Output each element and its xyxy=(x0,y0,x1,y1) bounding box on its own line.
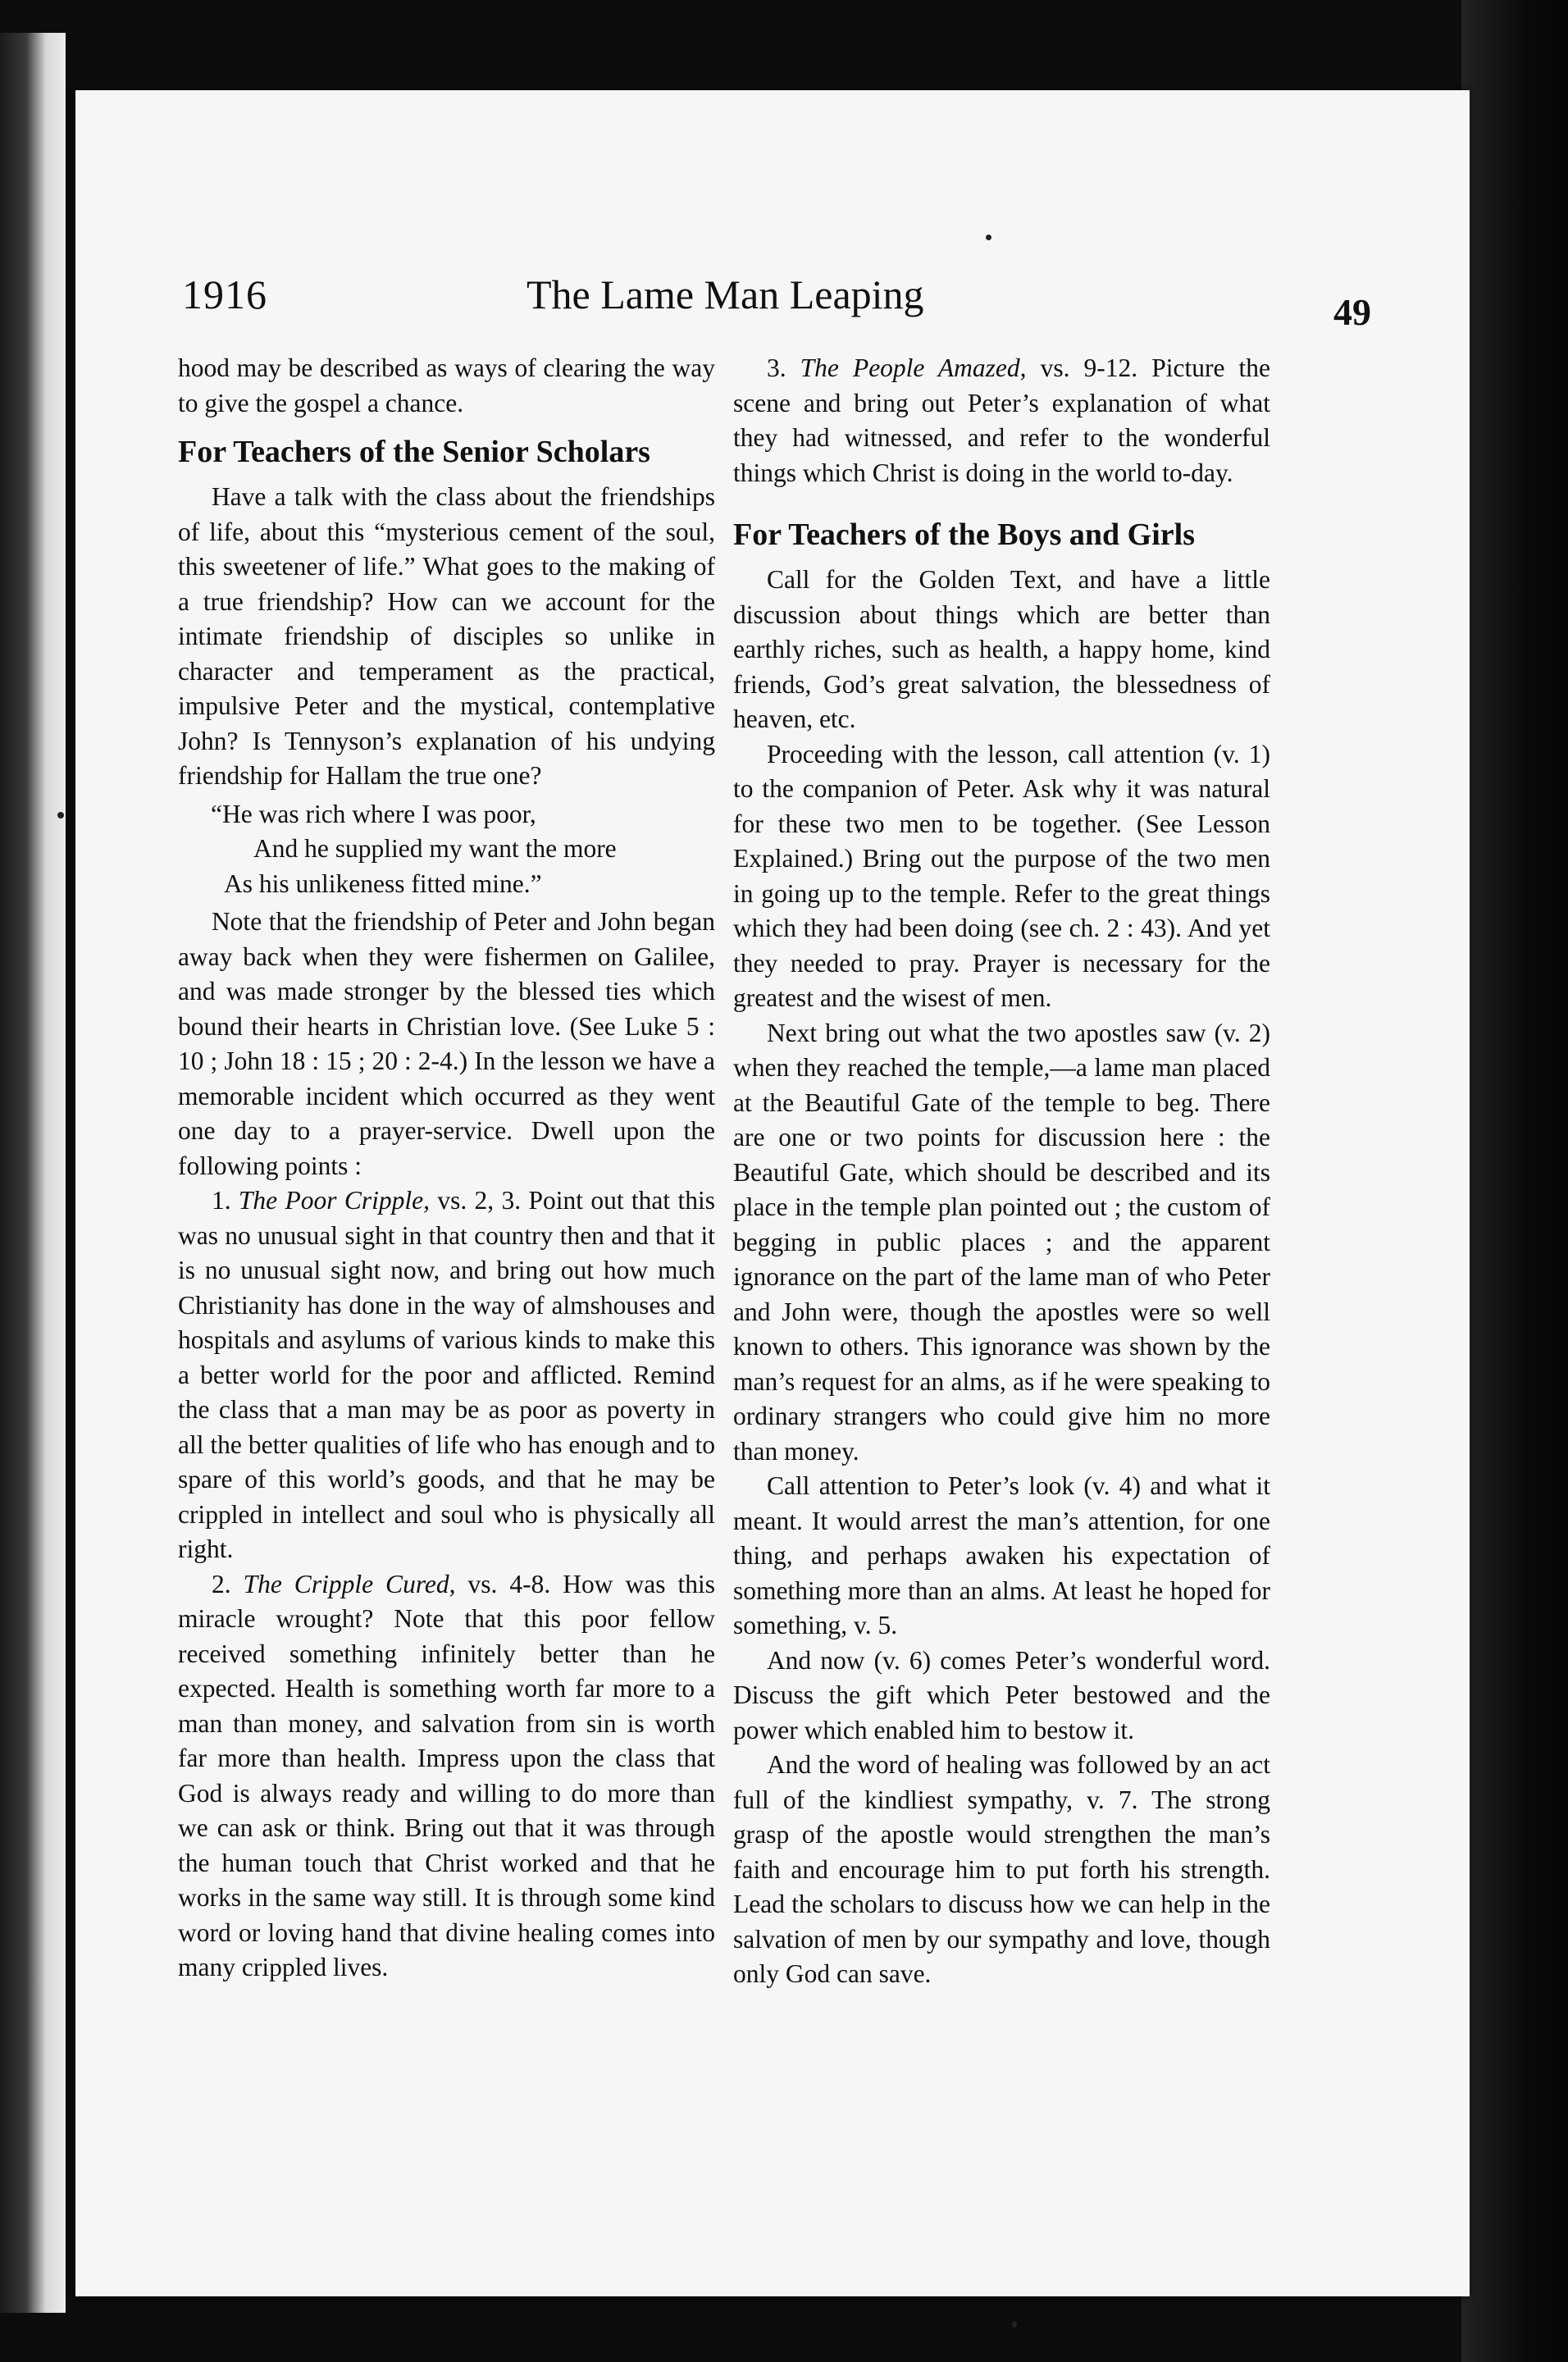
golden-text-paragraph: Call for the Golden Text, and have a little discussion about things which are better than earthly riches, such as health, a happy home, kind friends, God’s great salvation, the blessedness of heaven, etc. xyxy=(733,565,1270,733)
ink-speck xyxy=(986,235,991,240)
point-title: The People Amazed, xyxy=(800,353,1027,382)
header-year: 1916 xyxy=(182,271,267,317)
point-text: vs. 2, 3. Point out that this was no unusual sight in that country then and that it is no unusual sight now, and bring out how much Christianity has done in the way of almshouses and hospitals and asylums of various kinds to make this a better world for the poor and afflicted. Remind the class that a man may be as poor as poverty in all the better qualities of life who has enough and to spare of this world’s goods, and that he may be crippled in intellect and soul who is physically all right. xyxy=(178,1186,716,1563)
point-number: 3. xyxy=(766,353,786,382)
peter-john-paragraph: Note that the friendship of Peter and John began away back when they were fishermen on Galilee, and was made stronger by the blessed ties which bound their hearts in Christian love. (See Luke 5 : 10 ; John 18 : 15 ; 20 : 2-4.) In the lesson we have a memorable incident which occurred as they went one day to a prayer-service. Dwell upon the following points : xyxy=(178,907,715,1180)
point-number: 2. xyxy=(211,1569,231,1598)
ink-speck xyxy=(1012,2321,1017,2328)
point-title: The Poor Cripple, xyxy=(238,1186,430,1215)
book-spine-shadow xyxy=(1461,0,1568,2362)
header-title: The Lame Man Leaping xyxy=(526,271,924,317)
facing-page-edge xyxy=(0,33,66,2313)
poem-line: And he supplied my want the more xyxy=(253,834,617,863)
companion-paragraph: Proceeding with the lesson, call attention (v. 1) to the companion of Peter. Ask why it was natural for these two men to be together. (See Lesson Explained.) Bring out the purpose of the two men in going up to the temple. Refer to the great things which they had been doing (see ch. 2 : 43). And yet they needed to pray. Prayer is necessary for the greatest and the wisest of men. xyxy=(733,739,1270,1012)
intro-paragraph: hood may be described as ways of clearing the way to give the gospel a chance. xyxy=(178,353,715,417)
healing-act-paragraph: And the word of healing was followed by an act full of the kindliest sympathy, v. 7. The strong grasp of the apostle would strengthen the man’s faith and encourage him to put forth his strength. Lead the scholars to discuss how we can help in the salvation of men by our sympathy and love, though only God can save. xyxy=(733,1750,1270,1988)
friendship-paragraph: Have a talk with the class about the friendships of life, about this “mysterious cement of the soul, this sweetener of life.” What goes to the making of a true friendship? How can we account for the intimate friendship of disciples so unlike in character and temperament as the practical, impulsive Peter and the mystical, contemplative John? Is Tennyson’s explanation of his undying friendship for Hallam the true one? xyxy=(178,482,715,790)
senior-scholars-heading: For Teachers of the Senior Scholars xyxy=(178,435,650,469)
poem-line: “He was rich where I was poor, xyxy=(211,799,536,828)
point-text: vs. 9-12. Picture the scene and bring out Peter’s explanation of what they had witnessed, and refer to the wonderful things which Christ is doing in the world to-day. xyxy=(733,353,1271,487)
book-page xyxy=(75,90,1470,2296)
point-cripple-cured xyxy=(178,1567,715,1986)
running-header xyxy=(182,262,1371,333)
point-text: vs. 4-8. How was this miracle wrought? Note that this poor fellow received something infinitely better than he expected. Health is something worth far more to a man than money, and salvation from sin is worth far more than health. Impress upon the class that God is always ready and willing to do more than we can ask or think. Bring out that it was through the human touch that Christ worked and that he works in the same way still. It is through some kind word or loving hand that divine healing comes into many crippled lives. xyxy=(178,1569,715,1981)
point-people-amazed xyxy=(733,351,1270,490)
boys-girls-heading: For Teachers of the Boys and Girls xyxy=(733,518,1195,552)
wonderful-word-paragraph: And now (v. 6) comes Peter’s wonderful word. Discuss the gift which Peter bestowed and the power which enabled him to bestow it. xyxy=(733,1645,1270,1744)
left-column xyxy=(178,351,715,1986)
point-poor-cripple xyxy=(178,1183,715,1567)
peters-look-paragraph: Call attention to Peter’s look (v. 4) and what it meant. It would arrest the man’s attention, for one thing, and perhaps awaken his expectation of something more than an alms. At least he hoped for something, v. 5. xyxy=(733,1471,1270,1639)
point-title: The Cripple Cured, xyxy=(243,1569,456,1598)
ink-speck xyxy=(57,812,64,818)
page-number: 49 xyxy=(1333,291,1371,333)
poem-line: As his unlikeness fitted mine.” xyxy=(224,869,542,898)
right-column xyxy=(733,351,1270,1992)
beautiful-gate-paragraph: Next bring out what the two apostles saw (v. 2) when they reached the temple,—a lame man placed at the Beautiful Gate of the temple to beg. There are one or two points for discussion here : the Beautiful Gate, which should be described and its place in the temple plan pointed out ; the custom of begging in public places ; and the apparent ignorance on the part of the lame man of who Peter and John were, though the apostles were so well known to others. This ignorance was shown by the man’s request for an alms, as if he were speaking to ordinary strangers who could give him no more than money. xyxy=(733,1018,1270,1466)
tennyson-quote xyxy=(178,797,715,902)
point-number: 1. xyxy=(211,1186,231,1215)
